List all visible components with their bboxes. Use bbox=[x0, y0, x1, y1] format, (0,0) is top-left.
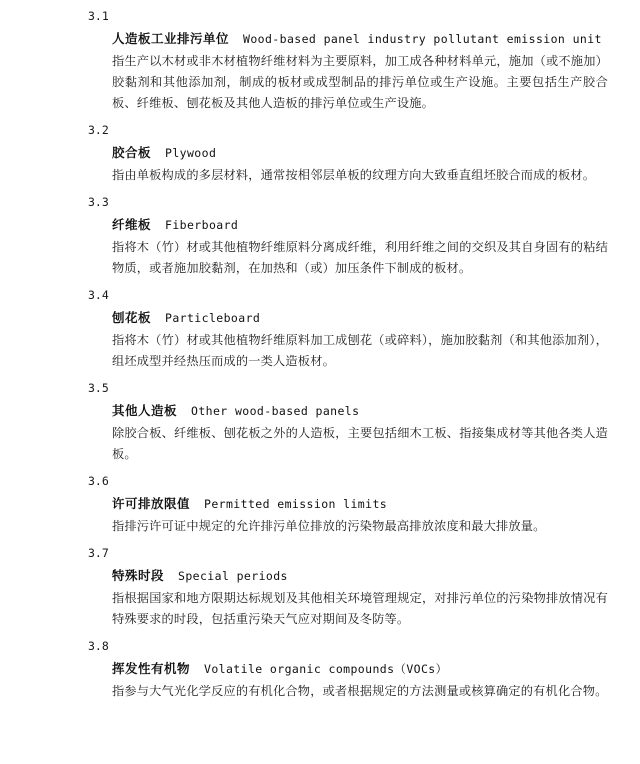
term-definition: 指生产以木材或非木材植物纤维材料为主要原料，加工成各种材料单元，施加（或不施加）胶黏剂和其他添加剂，制成的板材或成型制品的排污单位或生产设施。主要包括生产胶合板、纤维板、刨花板及其他人造板的排污单位或生产设施。 bbox=[112, 54, 608, 110]
clause-number: 3.8 bbox=[88, 639, 109, 653]
term-english: Fiberboard bbox=[165, 218, 239, 232]
term-chinese: 纤维板 bbox=[112, 217, 152, 232]
term-definition: 指由单板构成的多层材料，通常按相邻层单板的纹理方向大致垂直组坯胶合而成的板材。 bbox=[112, 168, 596, 182]
clause-number: 3.4 bbox=[88, 288, 109, 302]
clause-number: 3.2 bbox=[88, 123, 109, 137]
term-definition: 指将木（竹）材或其他植物纤维原料加工成刨花（或碎料），施加胶黏剂（和其他添加剂），组坯成型并经热压而成的一类人造板材。 bbox=[112, 333, 608, 368]
term-heading bbox=[112, 495, 608, 513]
term-english: Special periods bbox=[178, 569, 288, 583]
term-heading bbox=[112, 30, 608, 48]
term-heading bbox=[112, 567, 608, 585]
term-definition: 除胶合板、纤维板、刨花板之外的人造板，主要包括细木工板、指接集成材等其他各类人造板。 bbox=[112, 426, 608, 461]
term-english: Volatile organic compounds（VOCs） bbox=[204, 662, 448, 676]
term-english: Wood-based panel industry pollutant emission unit bbox=[243, 32, 602, 46]
term-heading bbox=[112, 309, 608, 327]
term-entry bbox=[88, 471, 608, 537]
term-entry bbox=[88, 285, 608, 372]
term-english: Plywood bbox=[165, 146, 217, 160]
term-english: Permitted emission limits bbox=[204, 497, 388, 511]
term-entry bbox=[88, 636, 608, 702]
term-chinese: 特殊时段 bbox=[112, 568, 165, 583]
term-definition: 指参与大气光化学反应的有机化合物，或者根据规定的方法测量或核算确定的有机化合物。 bbox=[112, 684, 608, 698]
term-chinese: 刨花板 bbox=[112, 310, 152, 325]
clause-number: 3.1 bbox=[88, 9, 109, 23]
term-entry bbox=[88, 192, 608, 279]
clause-number: 3.5 bbox=[88, 381, 109, 395]
term-heading bbox=[112, 660, 608, 678]
term-definition: 指排污许可证中规定的允许排污单位排放的污染物最高排放浓度和最大排放量。 bbox=[112, 519, 546, 533]
clause-number: 3.7 bbox=[88, 546, 109, 560]
term-entry bbox=[88, 6, 608, 114]
term-heading bbox=[112, 216, 608, 234]
terms-definitions-section bbox=[88, 6, 608, 708]
term-english: Other wood-based panels bbox=[191, 404, 360, 418]
term-entry bbox=[88, 120, 608, 186]
term-chinese: 胶合板 bbox=[112, 145, 152, 160]
term-chinese: 其他人造板 bbox=[112, 403, 178, 418]
term-definition: 指根据国家和地方限期达标规划及其他相关环境管理规定，对排污单位的污染物排放情况有特殊要求的时段，包括重污染天气应对期间及冬防等。 bbox=[112, 591, 608, 626]
term-english: Particleboard bbox=[165, 311, 261, 325]
term-definition: 指将木（竹）材或其他植物纤维原料分离成纤维，利用纤维之间的交织及其自身固有的粘结物质，或者施加胶黏剂，在加热和（或）加压条件下制成的板材。 bbox=[112, 240, 608, 275]
term-chinese: 人造板工业排污单位 bbox=[112, 31, 230, 46]
term-heading bbox=[112, 144, 608, 162]
term-chinese: 许可排放限值 bbox=[112, 496, 191, 511]
clause-number: 3.6 bbox=[88, 474, 109, 488]
term-heading bbox=[112, 402, 608, 420]
term-entry bbox=[88, 378, 608, 465]
term-chinese: 挥发性有机物 bbox=[112, 661, 191, 676]
clause-number: 3.3 bbox=[88, 195, 109, 209]
term-entry bbox=[88, 543, 608, 630]
